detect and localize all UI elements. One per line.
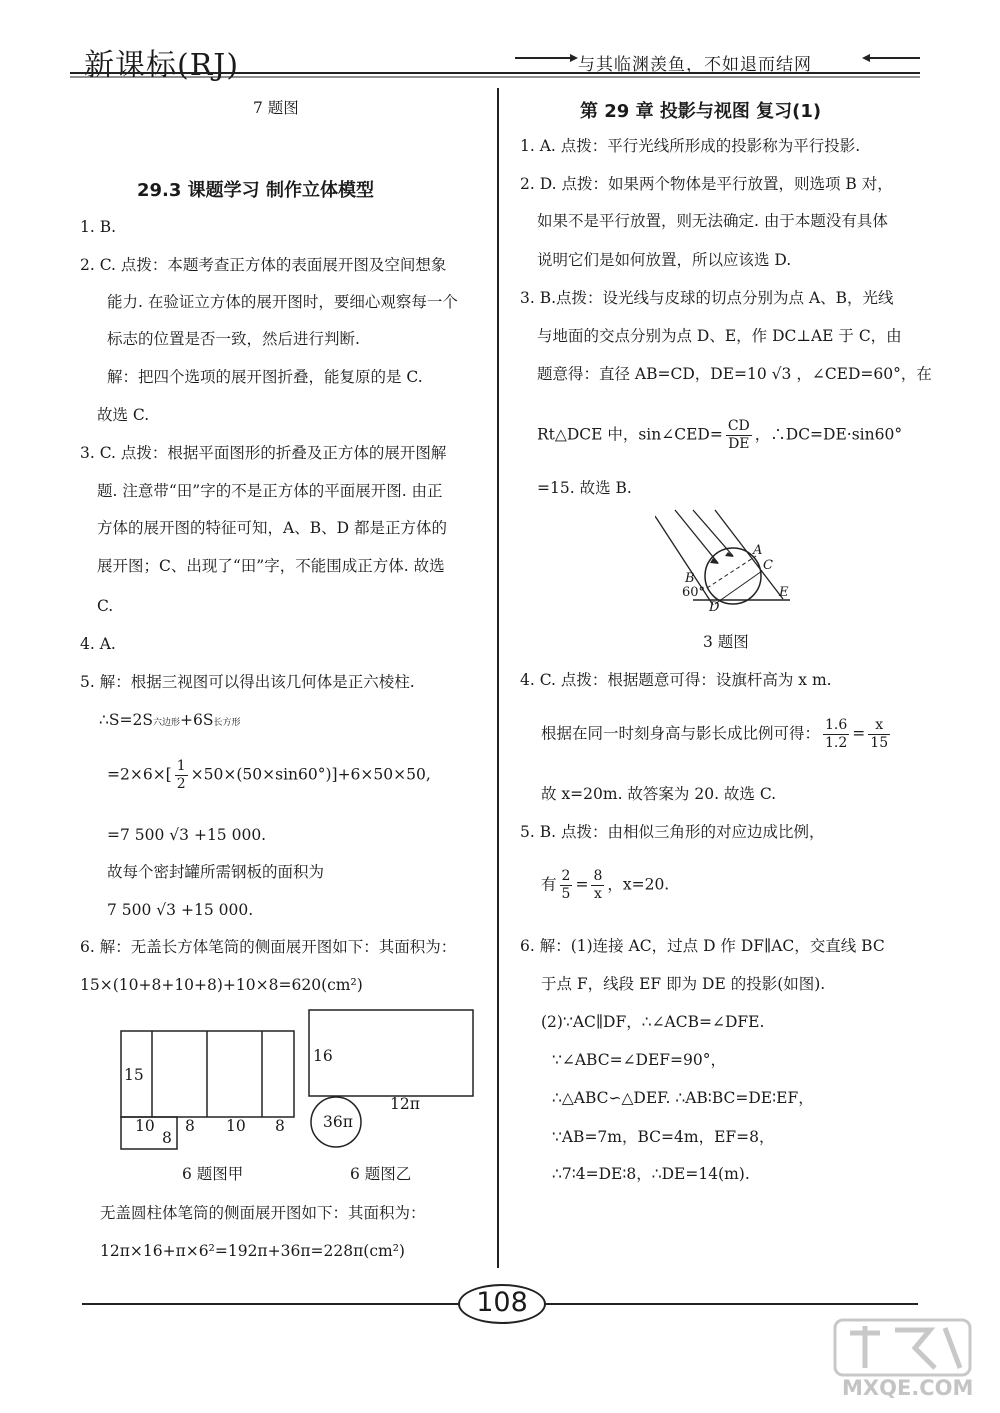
fig6a-label: 10 <box>135 1117 155 1135</box>
q4-line: 4. C. 点拨：根据题意可得：设旗杆高为 x m. <box>520 671 832 689</box>
right-line: 题意得：直径 AB=CD，DE=10 √3 ，∠CED=60°，在 <box>537 365 932 383</box>
left-line: 4. A. <box>80 635 116 653</box>
fig3-label: B <box>685 571 695 586</box>
header-motto: 与其临渊羡鱼，不如退而结网 <box>578 55 812 75</box>
q6-right-line: 于点 F，线段 EF 即为 DE 的投影(如图). <box>541 975 826 993</box>
q4-line: 故 x=20m. 故答案为 20. 故选 C. <box>541 785 777 803</box>
fig6b-caption: 6 题图乙 <box>350 1165 412 1183</box>
footer-rule-left <box>82 1303 460 1305</box>
left-line: 故选 C. <box>97 406 150 424</box>
conclusion-value: 7 500 √3 +15 000. <box>107 901 254 919</box>
fraction-cd-de: $\frac{CD}{DE}$ <box>727 418 750 452</box>
left-line: 1. B. <box>80 218 117 236</box>
footer-rule-right <box>545 1303 918 1305</box>
fig6b-label: 36π <box>323 1113 353 1131</box>
q6-right-line: ∵AB=7m，BC=4m，EF=8， <box>552 1128 775 1146</box>
fraction-x-15: $\frac{x}{15}$ <box>870 717 889 751</box>
left-line: C. <box>97 597 114 615</box>
q6-line: 6. 解：无盖长方体笔筒的侧面展开图如下：其面积为： <box>80 938 457 956</box>
left-line: 题. 注意带“田”字的不是正方体的平面展开图. 由正 <box>97 482 443 500</box>
fraction-half: $\frac{1}{2}$ <box>176 758 186 792</box>
fig6a-label: 15 <box>124 1066 144 1084</box>
chapter-title: 第 29 章 投影与视图 复习(1) <box>580 101 822 122</box>
fraction-2-5: $\frac{2}{5}$ <box>561 868 571 902</box>
q6-right-line: 6. 解：(1)连接 AC，过点 D 作 DF∥AC，交直线 BC <box>520 937 885 955</box>
fig3-caption: 3 题图 <box>703 633 749 651</box>
left-line: 3. C. 点拨：根据平面图形的折叠及正方体的展开图解 <box>80 444 447 462</box>
right-line: 1. A. 点拨：平行光线所形成的投影称为平行投影. <box>520 137 861 155</box>
q6-right-line: ∴△ABC∽△DEF. ∴AB∶BC=DE∶EF， <box>552 1089 814 1107</box>
q6-right-line: ∴7∶4=DE∶8，∴DE=14(m). <box>552 1165 750 1183</box>
q5-line: 5. B. 点拨：由相似三角形的对应边成比例， <box>520 823 825 841</box>
q6-line: 15×(10+8+10+8)+10×8=620(cm²) <box>80 976 363 994</box>
q3-equation: Rt△DCE 中，sin∠CED= $\frac{CD}{DE}$ ，∴DC=DE·sin60° <box>537 418 903 452</box>
fraction-1-6-1-2: $\frac{1.6}{1.2}$ <box>825 717 848 751</box>
q5-equation: 有 $\frac{2}{5}$ = $\frac{8}{x}$ ，x=20. <box>541 868 670 902</box>
left-line: 展开图；C、出现了“田”字，不能围成正方体. 故选 <box>97 557 445 575</box>
page-number: 108 <box>476 1287 528 1318</box>
right-line: 说明它们是如何放置，所以应该选 D. <box>537 251 792 269</box>
fig3-label: C <box>763 558 773 573</box>
q3-result: =15. 故选 B. <box>537 479 632 497</box>
q6-right-line: ∵∠ABC=∠DEF=90°， <box>552 1051 727 1069</box>
area-equation-3: =7 500 √3 +15 000. <box>107 826 267 844</box>
right-line: 2. D. 点拨：如果两个物体是平行放置，则选项 B 对， <box>520 175 893 193</box>
right-line: 与地面的交点分别为点 D、E，作 DC⊥AE 于 C，由 <box>537 327 902 345</box>
watermark-text: MXQE.COM <box>842 1376 974 1400</box>
left-line: 能力. 在验证立方体的展开图时，要细心观察每一个 <box>107 293 458 311</box>
area-equation-2: =2×6×[ $\frac{1}{2}$ ×50×(50×sin60°)]+6×50×50, <box>107 758 431 792</box>
fraction-8-x: $\frac{8}{x}$ <box>593 868 603 902</box>
fig6b-label: 16 <box>313 1047 333 1065</box>
right-line: 3. B.点拨：设光线与皮球的切点分别为点 A、B，光线 <box>520 289 894 307</box>
left-line: 5. 解：根据三视图可以得出该几何体是正六棱柱. <box>80 673 415 691</box>
fig6a-label: 8 <box>275 1117 285 1135</box>
fig6a-label: 10 <box>226 1117 246 1135</box>
fig6b-label: 12π <box>390 1095 420 1113</box>
q6-right-line: (2)∵AC∥DF，∴∠ACB=∠DFE. <box>541 1013 765 1031</box>
column-divider <box>497 88 499 1268</box>
header-rule <box>70 40 920 80</box>
fig3-label: 60° <box>682 585 706 600</box>
fig6a-label: 8 <box>185 1117 195 1135</box>
q6-line: 无盖圆柱体笔筒的侧面展开图如下：其面积为： <box>100 1204 426 1222</box>
left-line: 标志的位置是否一致，然后进行判断. <box>107 330 360 348</box>
section-title: 29.3 课题学习 制作立体模型 <box>137 180 374 201</box>
fig6a-caption: 6 题图甲 <box>182 1165 244 1183</box>
left-line: 2. C. 点拨：本题考查正方体的表面展开图及空间想象 <box>80 256 447 274</box>
left-line: 方体的展开图的特征可知，A、B、D 都是正方体的 <box>97 519 447 537</box>
book-title: 新课标(RJ) <box>84 48 240 83</box>
fig7-caption: 7 题图 <box>253 99 299 117</box>
fig6a-label: 8 <box>162 1129 172 1147</box>
conclusion-line: 故每个密封罐所需钢板的面积为 <box>107 863 325 881</box>
q6-line: 12π×16+π×6²=192π+36π=228π(cm²) <box>100 1242 405 1260</box>
left-line: 解：把四个选项的展开图折叠，能复原的是 C. <box>107 368 423 386</box>
right-line: 如果不是平行放置，则无法确定. 由于本题没有具体 <box>537 212 888 230</box>
fig3-label: A <box>753 543 763 558</box>
area-equation-1: ∴S=2S六边形+6S长方形 <box>99 711 241 729</box>
fig6b-diagram <box>305 1005 480 1165</box>
q4-line: 根据在同一时刻身高与影长成比例可得： $\frac{1.6}{1.2}$ = $\frac{x}{15}$ <box>541 717 889 751</box>
fig3-label: D <box>709 600 720 615</box>
fig3-label: E <box>779 585 789 600</box>
